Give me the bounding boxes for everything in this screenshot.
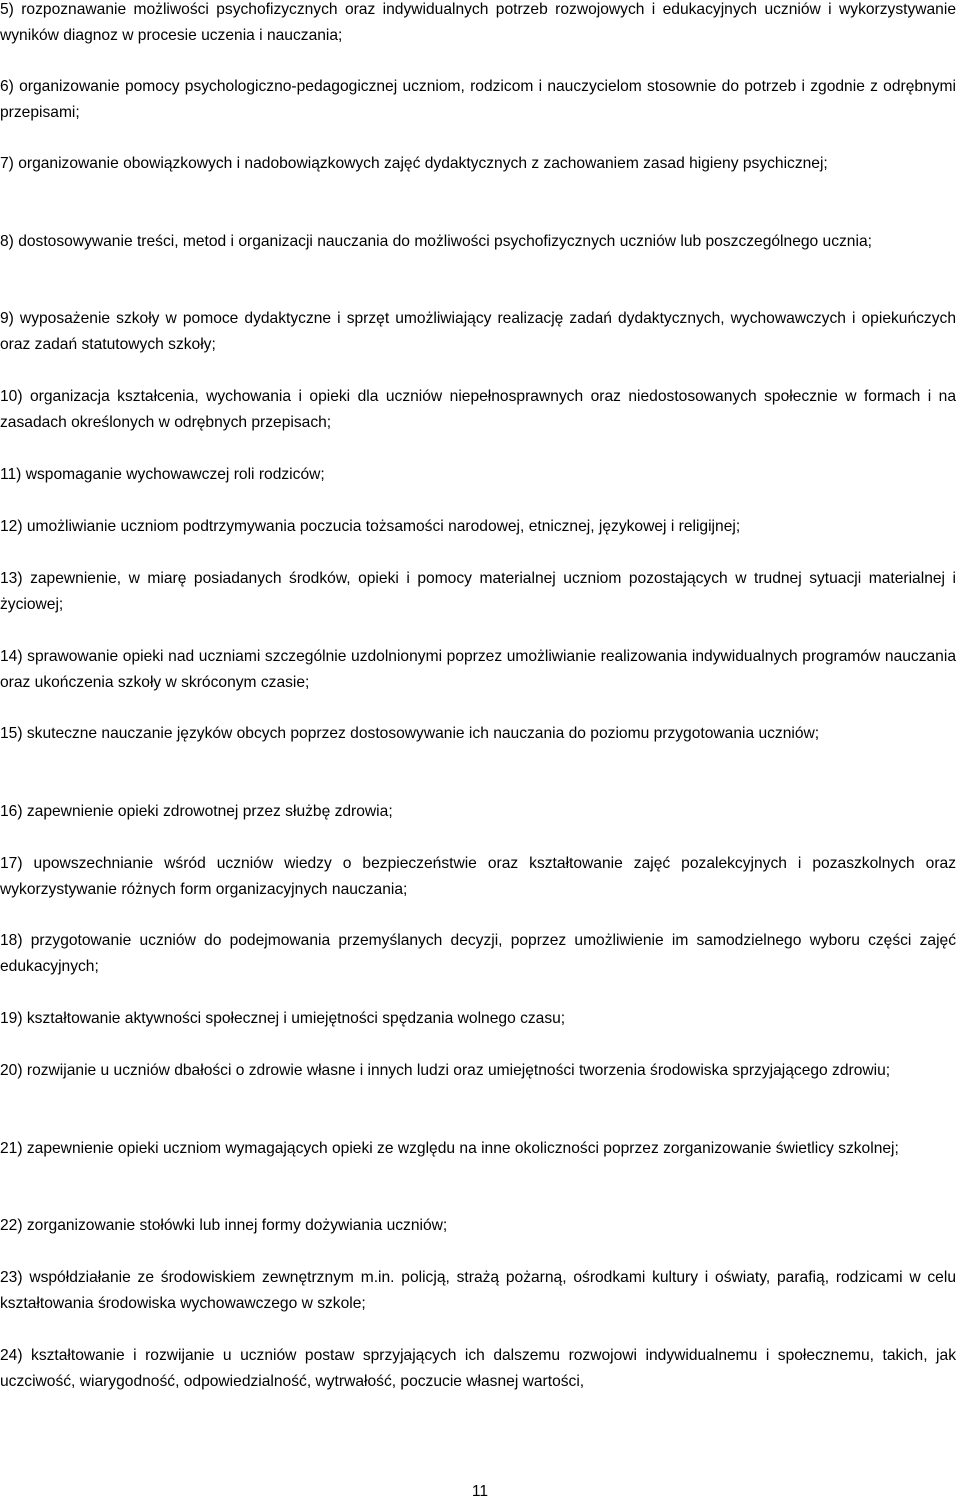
list-item-7: 7) organizowanie obowiązkowych i nadobowiązkowych zajęć dydaktycznych z zachowaniem zasad higieny psychicznej; — [0, 155, 828, 172]
list-item-8: 8) dostosowywanie treści, metod i organizacji nauczania do możliwości psychofizycznych uczniów lub poszczególnego ucznia; — [0, 233, 872, 250]
list-item-12: 12) umożliwianie uczniom podtrzymywania poczucia tożsamości narodowej, etnicznej, językowej i religijnej; — [0, 518, 741, 535]
list-item-23: 23) współdziałanie ze środowiskiem zewnętrznym m.in. policją, strażą pożarną, ośrodkami kultury i oświaty, parafią, rodzicami w celu kształtowania środowiska wychowawczego w szkole; — [0, 1269, 956, 1312]
list-item-21: 21) zapewnienie opieki uczniom wymagających opieki ze względu na inne okoliczności poprzez zorganizowanie świetlicy szkolnej; — [0, 1140, 899, 1157]
list-item-22: 22) zorganizowanie stołówki lub innej formy dożywiania uczniów; — [0, 1217, 448, 1234]
list-item-24: 24) kształtowanie i rozwijanie u uczniów postaw sprzyjających ich dalszemu rozwojowi indywidualnemu i społecznemu, takich, jak uczciwość, wiarygodność, odpowiedzialność, wytrwałość, poczucie własnej wartości, — [0, 1347, 956, 1390]
list-item-13: 13) zapewnienie, w miarę posiadanych środków, opieki i pomocy materialnej uczniom pozostających w trudnej sytuacji materialnej i życiowej; — [0, 570, 956, 613]
list-item-10: 10) organizacja kształcenia, wychowania i opieki dla uczniów niepełnosprawnych oraz niedostosowanych społecznie w formach i na zasadach określonych w odrębnych przepisach; — [0, 388, 956, 431]
list-item-19: 19) kształtowanie aktywności społecznej i umiejętności spędzania wolnego czasu; — [0, 1010, 566, 1027]
list-item-16: 16) zapewnienie opieki zdrowotnej przez służbę zdrowia; — [0, 803, 393, 820]
list-item-15: 15) skuteczne nauczanie języków obcych poprzez dostosowywanie ich nauczania do poziomu przygotowania uczniów; — [0, 725, 820, 742]
page-number: 11 — [471, 1483, 489, 1500]
list-item-18: 18) przygotowanie uczniów do podejmowania przemyślanych decyzji, poprzez umożliwienie im samodzielnego wyboru części zajęć edukacyjnych; — [0, 932, 956, 975]
list-item-9: 9) wyposażenie szkoły w pomoce dydaktyczne i sprzęt umożliwiający realizację zadań dydaktycznych, wychowawczych i opiekuńczych oraz zadań statutowych szkoły; — [0, 310, 956, 353]
list-item-20: 20) rozwijanie u uczniów dbałości o zdrowie własne i innych ludzi oraz umiejętności tworzenia środowiska sprzyjającego zdrowiu; — [0, 1062, 891, 1079]
list-item-6: 6) organizowanie pomocy psychologiczno-pedagogicznej uczniom, rodzicom i nauczycielom stosownie do potrzeb i zgodnie z odrębnymi przepisami; — [0, 78, 956, 121]
list-item-5: 5) rozpoznawanie możliwości psychofizycznych oraz indywidualnych potrzeb rozwojowych i edukacyjnych uczniów i wykorzystywanie wyników diagnoz w procesie uczenia i nauczania; — [0, 1, 956, 44]
list-item-17: 17) upowszechnianie wśród uczniów wiedzy o bezpieczeństwie oraz kształtowanie zajęć pozalekcyjnych i pozaszkolnych oraz wykorzystywanie różnych form organizacyjnych nauczania; — [0, 855, 956, 898]
list-item-11: 11) wspomaganie wychowawczej roli rodziców; — [0, 466, 325, 483]
list-item-14: 14) sprawowanie opieki nad uczniami szczególnie uzdolnionymi poprzez umożliwianie realizowania indywidualnych programów nauczania oraz ukończenia szkoły w skróconym czasie; — [0, 648, 956, 691]
